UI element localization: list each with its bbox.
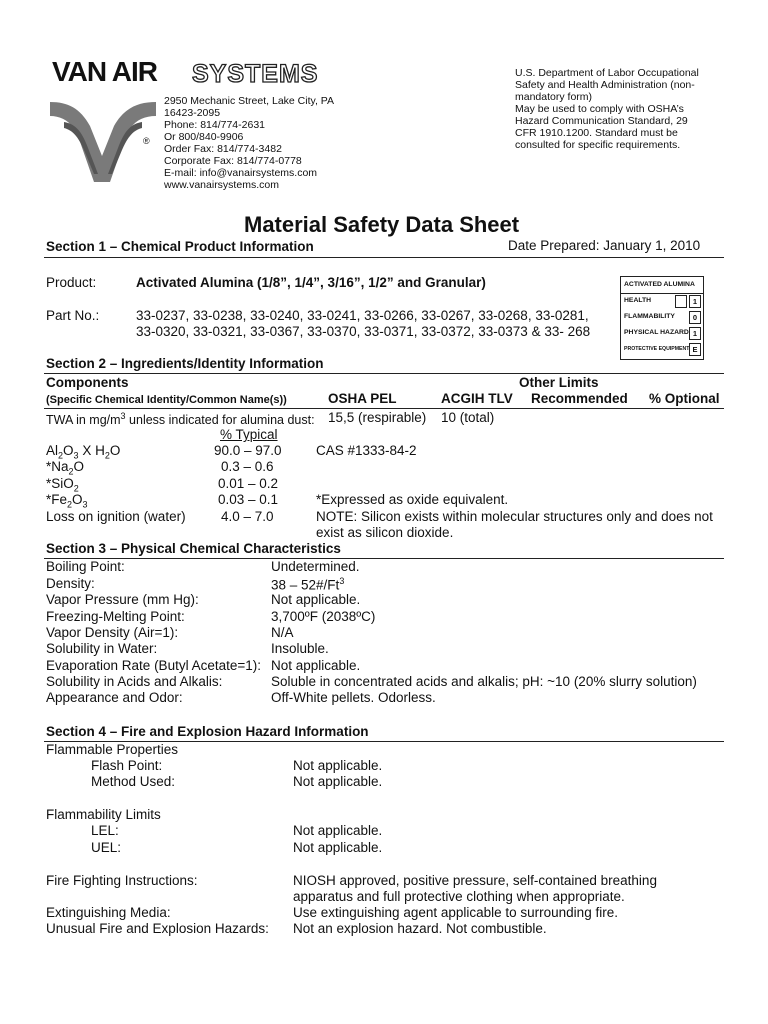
property-value: Not applicable. (271, 658, 361, 673)
company-address (164, 95, 334, 191)
product-value: Activated Alumina (1/8”, 1/4”, 3/16”, 1/2” and Granular) (136, 275, 486, 290)
density-text: 38 – 52#/Ft (271, 577, 340, 593)
osha-line: Safety and Health Administration (non- (515, 79, 695, 91)
twa-text: TWA in mg/m (46, 413, 121, 428)
property-label: Solubility in Acids and Alkalis: (46, 674, 223, 689)
formula-part: *Fe (46, 492, 68, 507)
lel-label: LEL: (91, 823, 119, 838)
twa-text: unless indicated for alumina dust: (125, 413, 315, 428)
formula-subscript: 3 (73, 450, 79, 461)
address-line: 16423-2095 (164, 107, 221, 119)
email-line: E-mail: info@vanairsystems.com (164, 167, 318, 179)
twa-note (46, 411, 315, 427)
method-used-value: Not applicable. (293, 774, 383, 789)
ingredient-percent: 0.03 – 0.1 (218, 492, 279, 507)
logo-word-systems: SYSTEMS (192, 60, 319, 88)
ingredient-loss-on-ignition: Loss on ignition (water) (46, 509, 186, 524)
flash-point-label: Flash Point: (91, 758, 163, 773)
ingredient-percent: 0.01 – 0.2 (218, 476, 279, 491)
property-label: Vapor Pressure (mm Hg): (46, 592, 199, 607)
fire-fighting-value-cont: apparatus and full protective clothing when appropriate. (293, 889, 625, 904)
formula-subscript: 2 (73, 483, 79, 494)
formula-part: O (72, 492, 83, 507)
formula-part: O (63, 443, 74, 458)
hmis-health-value: 1 (689, 295, 701, 308)
website-line: www.vanairsystems.com (164, 179, 279, 191)
unusual-hazards-value: Not an explosion hazard. Not combustible. (293, 921, 547, 936)
registered-mark: ® (143, 136, 150, 146)
cas-number: CAS #1333-84-2 (316, 443, 417, 458)
formula-subscript: 2 (68, 466, 74, 477)
osha-line: Hazard Communication Standard, 29 (515, 115, 688, 127)
osha-line: U.S. Department of Labor Occupational (515, 67, 699, 79)
property-label: Density: (46, 576, 95, 591)
hmis-protective-value: E (689, 343, 701, 356)
optional-header: % Optional (649, 391, 720, 406)
hmis-flammability-value: 0 (689, 311, 701, 324)
ingredient-fe2o3 (46, 492, 88, 510)
ingredient-percent: 90.0 – 97.0 (214, 443, 282, 458)
silicon-note: NOTE: Silicon exists within molecular structures only and does not (316, 509, 713, 524)
acgih-tlv-header: ACGIH TLV (441, 391, 513, 406)
formula-part: O (73, 459, 85, 474)
section1-heading: Section 1 – Chemical Product Information (46, 239, 314, 254)
osha-line: mandatory form) (515, 91, 593, 103)
hmis-flammability-label: FLAMMABILITY (624, 313, 675, 320)
ingredient-percent: 0.3 – 0.6 (221, 459, 274, 474)
section2-divider (44, 373, 724, 374)
hmis-health-symbol-box (675, 295, 687, 308)
document-title: Material Safety Data Sheet (244, 212, 520, 237)
property-value-density (271, 576, 344, 593)
property-value: Insoluble. (271, 641, 329, 656)
acgih-tlv-value: 10 (total) (441, 410, 495, 425)
section3-heading: Section 3 – Physical Chemical Characteristics (46, 541, 341, 556)
hmis-protective-label: PROTECTIVE EQUIPMENT (624, 346, 690, 352)
fax-line: Corporate Fax: 814/774-0778 (164, 155, 302, 167)
property-label: Vapor Density (Air=1): (46, 625, 179, 640)
osha-line: CFR 1910.1200. Standard must be (515, 127, 678, 139)
property-value: Off-White pellets. Odorless. (271, 690, 436, 705)
date-prepared: Date Prepared: January 1, 2010 (508, 238, 701, 253)
part-numbers-line1: 33-0237, 33-0238, 33-0240, 33-0241, 33-0266, 33-0267, 33-0268, 33-0281, (136, 308, 589, 323)
hmis-label (620, 276, 704, 360)
hmis-health-label: HEALTH (624, 297, 652, 304)
percent-typical-header: % Typical (220, 427, 278, 442)
section3-divider (44, 558, 724, 559)
twa-unit-exponent: 3 (120, 411, 126, 421)
part-numbers-line2: 33-0320, 33-0321, 33-0367, 33-0370, 33-0371, 33-0372, 33-0373 & 33- 268 (136, 324, 591, 339)
flash-point-value: Not applicable. (293, 758, 383, 773)
section1-divider (44, 257, 724, 258)
formula-subscript: 2 (67, 499, 73, 510)
product-label: Product: (46, 275, 97, 290)
property-label: Freezing-Melting Point: (46, 609, 185, 624)
phone-line: Or 800/840-9906 (164, 131, 244, 143)
table-header-divider (44, 408, 724, 409)
formula-part: Al (46, 443, 59, 458)
property-label: Evaporation Rate (Butyl Acetate=1): (46, 658, 261, 673)
ingredient-na2o (46, 459, 84, 477)
flammability-limits-label: Flammability Limits (46, 807, 161, 822)
formula-subscript: 2 (58, 450, 64, 461)
extinguishing-media-label: Extinguishing Media: (46, 905, 171, 920)
unusual-hazards-label: Unusual Fire and Explosion Hazards: (46, 921, 269, 936)
phone-line: Phone: 814/774-2631 (164, 119, 266, 131)
formula-subscript: 2 (104, 450, 110, 461)
hmis-physical-value: 1 (689, 327, 701, 340)
address-line: 2950 Mechanic Street, Lake City, PA (164, 95, 335, 107)
silicon-note-cont: exist as silicon dioxide. (316, 525, 454, 540)
osha-pel-header: OSHA PEL (328, 391, 397, 406)
osha-notice (515, 67, 699, 151)
section2-heading: Section 2 – Ingredients/Identity Information (46, 356, 324, 371)
fire-fighting-label: Fire Fighting Instructions: (46, 873, 198, 888)
formula-part: O (109, 443, 121, 458)
section4-heading: Section 4 – Fire and Explosion Hazard Information (46, 724, 369, 739)
recommended-header: Recommended (531, 391, 628, 406)
density-exponent: 3 (339, 576, 345, 586)
flammable-properties-label: Flammable Properties (46, 742, 179, 757)
formula-subscript: 3 (82, 499, 88, 510)
hmis-physical-label: PHYSICAL HAZARD (624, 329, 689, 336)
formula-part: *Na (46, 459, 69, 474)
property-label: Appearance and Odor: (46, 690, 183, 705)
property-value: 3,700ºF (2038ºC) (271, 609, 376, 624)
formula-part: *SiO (46, 476, 74, 491)
fire-fighting-value: NIOSH approved, positive pressure, self-contained breathing (293, 873, 657, 888)
osha-line: consulted for specific requirements. (515, 139, 681, 151)
property-value: Undetermined. (271, 559, 360, 574)
fax-line: Order Fax: 814/774-3482 (164, 143, 282, 155)
property-value: Soluble in concentrated acids and alkalis; pH: ~10 (20% slurry solution) (271, 674, 697, 689)
oxide-note: *Expressed as oxide equivalent. (316, 492, 509, 507)
uel-label: UEL: (91, 840, 122, 855)
osha-line: May be used to comply with OSHA’s (515, 103, 684, 115)
components-header: Components (46, 375, 129, 390)
uel-value: Not applicable. (293, 840, 383, 855)
ingredient-percent: 4.0 – 7.0 (221, 509, 274, 524)
other-limits-header: Other Limits (519, 375, 599, 390)
osha-pel-value: 15,5 (respirable) (328, 410, 427, 425)
property-value: N/A (271, 625, 294, 640)
property-value: Not applicable. (271, 592, 361, 607)
specific-identity-header: (Specific Chemical Identity/Common Name(s)) (46, 394, 287, 406)
hmis-title: ACTIVATED ALUMINA (624, 281, 695, 288)
logo-word-vanair: VAN AIR (52, 56, 157, 87)
property-label: Boiling Point: (46, 559, 125, 574)
property-label: Solubility in Water: (46, 641, 158, 656)
formula-part: X H (78, 443, 105, 458)
part-label: Part No.: (46, 308, 100, 323)
lel-value: Not applicable. (293, 823, 383, 838)
extinguishing-media-value: Use extinguishing agent applicable to surrounding fire. (293, 905, 618, 920)
method-used-label: Method Used: (91, 774, 176, 789)
